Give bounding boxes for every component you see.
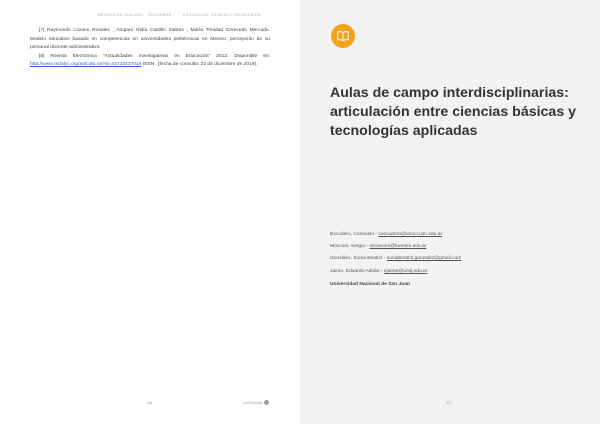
author-name: Mosconi, Sergio -	[330, 244, 370, 250]
footer-brand-text: La Revista	[243, 400, 262, 405]
page-number-left: 116	[146, 400, 153, 405]
author-line	[330, 253, 590, 265]
page-number-right: 117	[446, 400, 453, 405]
author-email-link[interactable]: cescudero@unsj-cuim.edu.ar	[378, 232, 443, 237]
authors-list	[330, 229, 590, 278]
reference-7: [7] Raymundo Lozano Rosales ; Amparo Nidia Castillo Santos ; María Trinidad Cerecedo Mercado. Modelo educativo basado en competencias en universidades politécnicas en México: percepción de su personal docente-administrativo.	[30, 28, 270, 51]
author-name: González, Sonia Beatriz -	[330, 256, 387, 262]
open-book-icon	[337, 31, 349, 41]
references-list	[30, 27, 270, 70]
author-name: Escudero, Consuelo -	[330, 232, 379, 237]
author-name: Jaime, Eduardo Adrián -	[330, 268, 384, 274]
brand-logo-icon	[264, 400, 269, 405]
right-page	[300, 0, 600, 424]
section-badge	[331, 24, 355, 48]
reference-8	[30, 53, 270, 70]
reference-8-text: [8] Revista Electrónica "Actualidades Investigativas en Educación" 2012. Disponible en:	[39, 53, 270, 59]
running-header	[98, 13, 271, 17]
author-line	[330, 241, 590, 253]
institution: Universidad Nacional de San Juan	[330, 282, 410, 287]
author-line	[330, 229, 590, 241]
author-email-link[interactable]: smosconi@fuentes.edu.ar	[369, 244, 427, 250]
reference-8-link[interactable]: http://www.redalyc.org/articulo.oa?id=44723437018	[30, 62, 142, 68]
footer-brand	[243, 400, 269, 405]
author-email-link[interactable]: soniabeatriz.gonzalez@gmail.com	[386, 256, 462, 262]
running-header-left: REVISTA DE DIÁLOGO · DICIEMBRE	[98, 13, 172, 17]
reference-8-tail: ISSN . [fecha de consulta: 22 de diciembre de 2018].	[141, 62, 258, 68]
author-line	[330, 266, 590, 278]
running-header-right: EDUCACIÓN, CIENCIA Y TECNOLOGÍA	[182, 13, 261, 17]
author-email-link[interactable]: ejaime@unsj.edu.ar	[383, 268, 428, 274]
article-title: Aulas de campo interdisciplinarias: articulación entre ciencias básicas y tecnologías aplicadas	[330, 85, 577, 140]
